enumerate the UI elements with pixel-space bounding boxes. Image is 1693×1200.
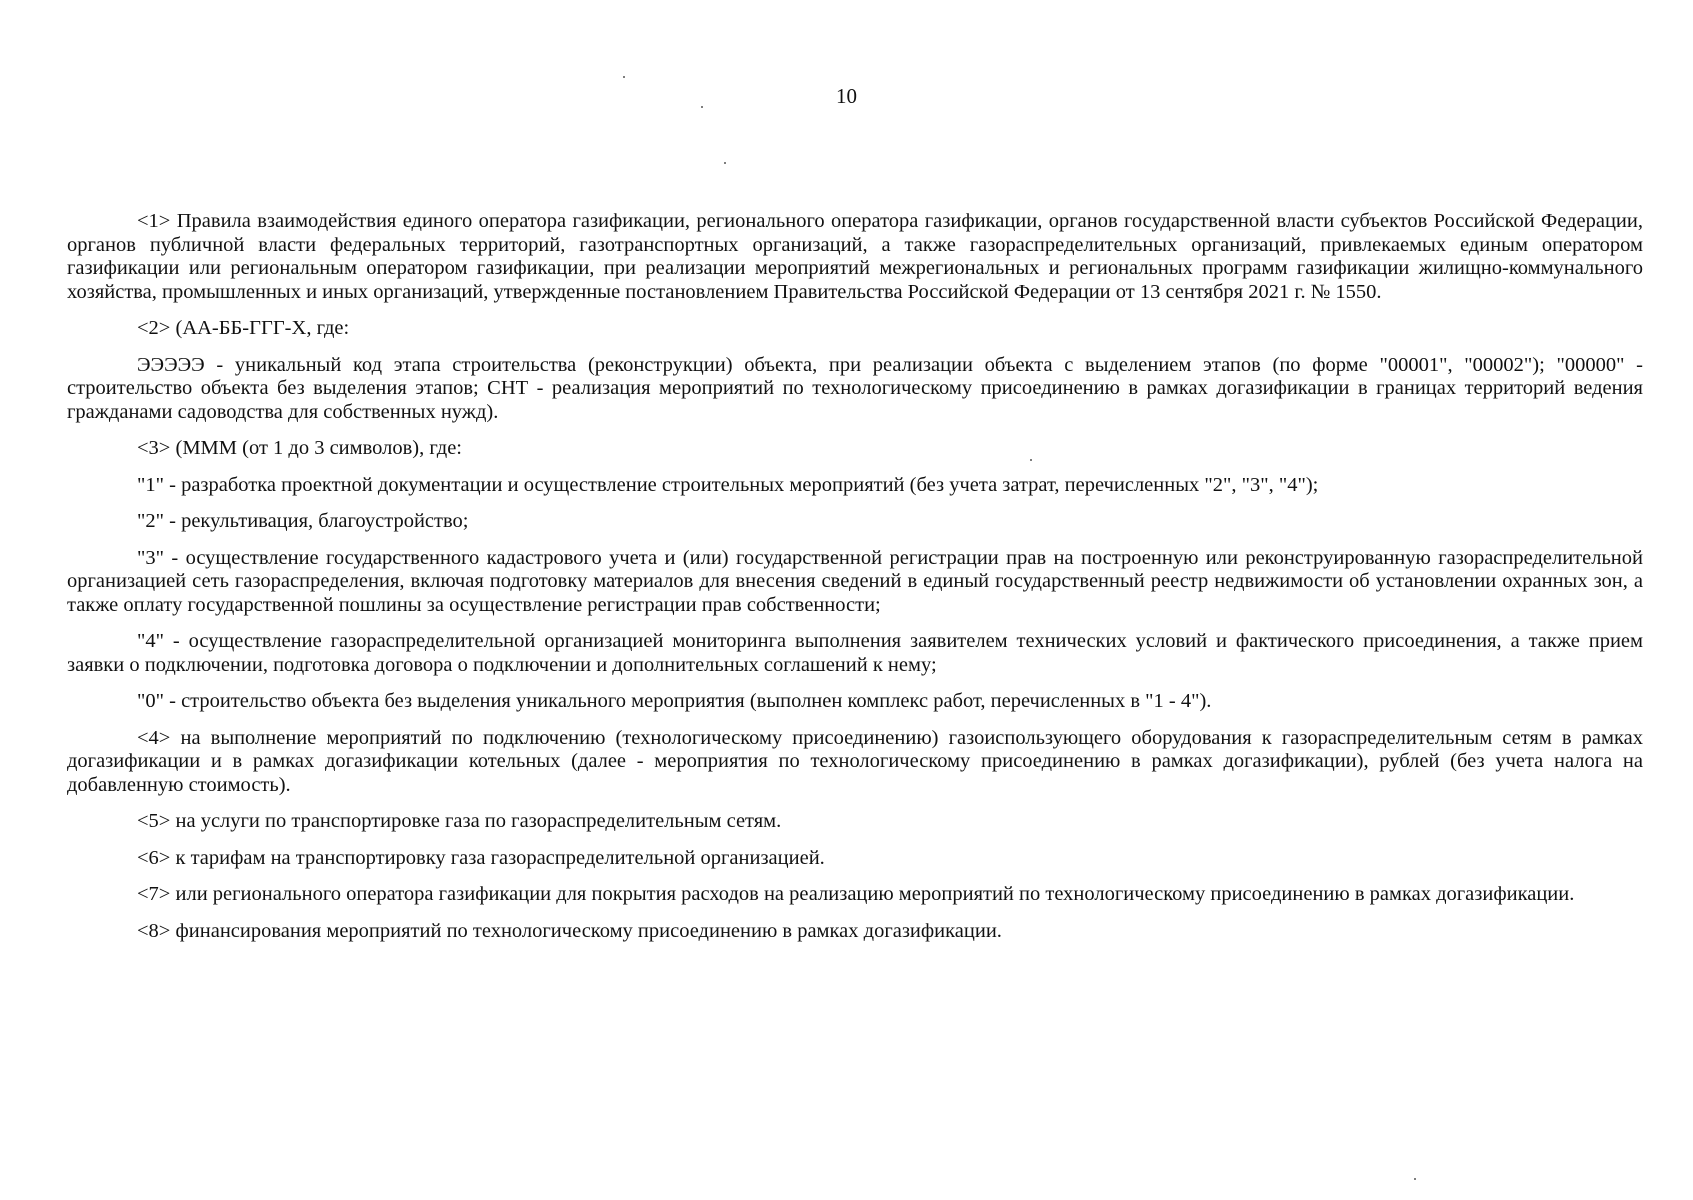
footnote-3-item-3: "3" - осуществление государственного кадастрового учета и (или) государственной регистрации прав на построенную или реконструированную газораспределительной организацией сеть газораспределения, включая подготовку материалов для внесения сведений в единый государственный реестр недвижимости об установлении охранных зон, а также оплату государственной пошлины за осуществление регистрации прав собственности;: [67, 546, 1643, 616]
footnote-2-detail: ЭЭЭЭЭ - уникальный код этапа строительства (реконструкции) объекта, при реализации объекта с выделением этапов (по форме "00001", "00002"); "00000" - строительство объекта без выделения этапов; СНТ - реализация мероприятий по технологическому присоединению в рамках догазификации в границах территорий ведения гражданами садоводства для собственных нужд).: [67, 353, 1643, 423]
footnote-5: <5> на услуги по транспортировке газа по газораспределительным сетям.: [137, 810, 782, 832]
footnote-1: <1> Правила взаимодействия единого оператора газификации, регионального оператора газификации, органов государственной власти субъектов Российской Федерации, органов публичной власти федеральных территорий, газотранспортных организаций, а также газораспределительных организаций, привлекаемых единым оператором газификации или региональным оператором газификации, при реализации мероприятий межрегиональных и региональных программ газификации жилищно-коммунального хозяйства, промышленных и иных организаций, утвержденные постановлением Правительства Российской Федерации от 13 сентября 2021 г. № 1550.: [67, 210, 1643, 303]
footnote-8: <8> финансирования мероприятий по технологическому присоединению в рамках догазификации.: [137, 919, 1002, 942]
footnote-3-item-4: "4" - осуществление газораспределительной организацией мониторинга выполнения заявителем технических условий и фактического присоединения, а также прием заявки о подключении, подготовка договора о подключении и дополнительных соглашений к нему;: [67, 630, 1643, 676]
footnote-3-item-0: "0" - строительство объекта без выделения уникального мероприятия (выполнен комплекс работ, перечисленных в "1 - 4").: [137, 690, 1212, 712]
footnote-3: <3> (МММ (от 1 до 3 символов), где:: [137, 437, 462, 459]
scan-speck: [1030, 459, 1032, 461]
scan-speck: [701, 106, 703, 108]
footnote-7: <7> или регионального оператора газификации для покрытия расходов на реализацию мероприятий по технологическому присоединению в рамках догазификации.: [137, 883, 1575, 905]
footnote-2: <2> (АА-ББ-ГГГ-Х, где:: [137, 317, 350, 339]
scan-speck: [1414, 1178, 1416, 1180]
scan-speck: [724, 162, 726, 164]
footnotes-section: [67, 210, 1643, 956]
footnote-4: <4> на выполнение мероприятий по подключению (технологическому присоединению) газоиспользующего оборудования к газораспределительным сетям в рамках догазификации и в рамках догазификации котельных (далее - мероприятия по технологическому присоединению в рамках догазификации), рублей (без учета налога на добавленную стоимость).: [67, 726, 1643, 796]
footnote-6: <6> к тарифам на транспортировку газа газораспределительной организацией.: [137, 846, 825, 869]
scan-speck: [623, 76, 625, 78]
footnote-3-item-1: "1" - разработка проектной документации и осуществление строительных мероприятий (без учета затрат, перечисленных "2", "3", "4");: [137, 473, 1319, 496]
page-number: 10: [836, 84, 857, 108]
footnote-3-item-2: "2" - рекультивация, благоустройство;: [137, 510, 469, 532]
